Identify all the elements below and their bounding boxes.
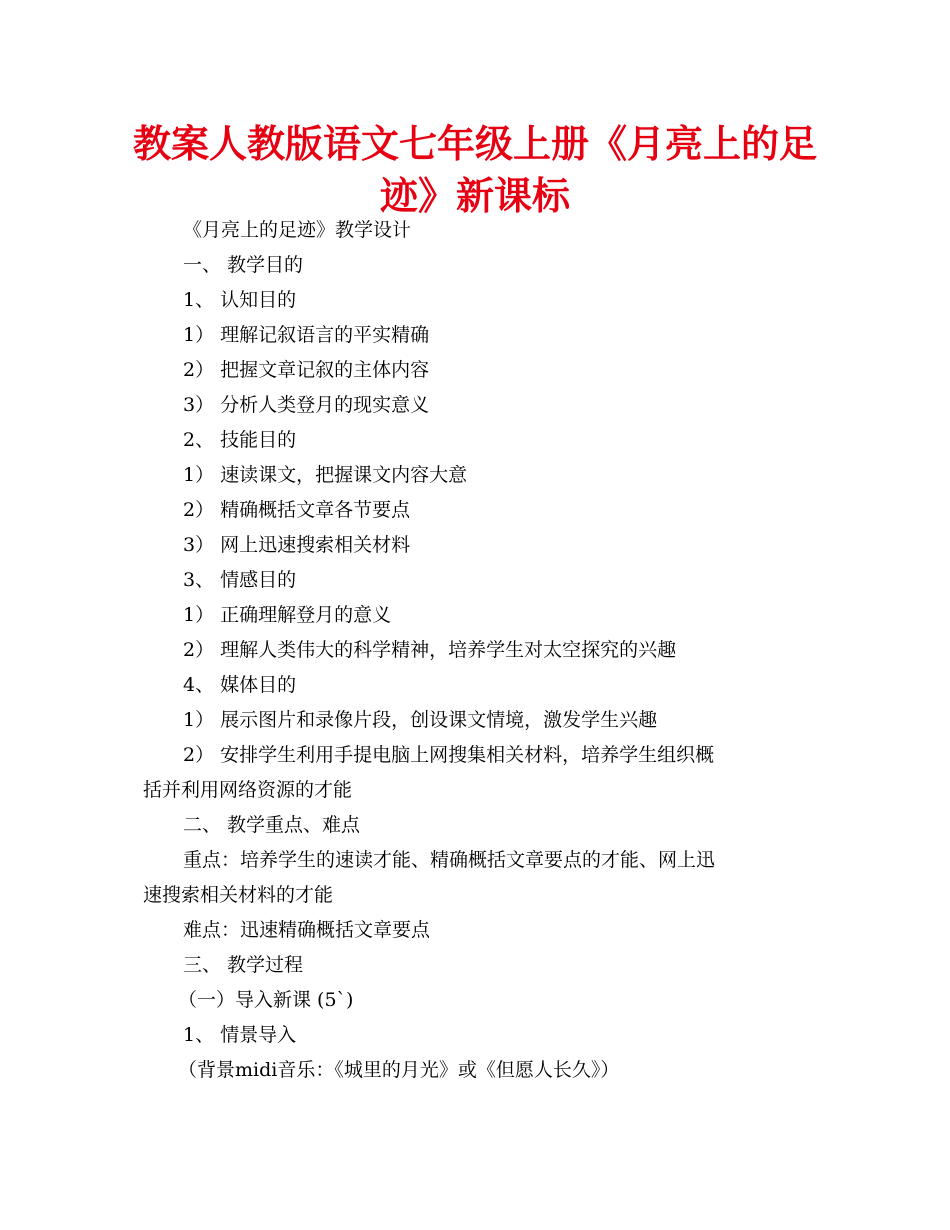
doc-line: 2） 把握文章记叙的主体内容 [183, 359, 430, 381]
doc-line-section-3: 三、 教学过程 [183, 954, 304, 976]
doc-line-media-goal: 4、 媒体目的 [183, 674, 297, 696]
doc-line-difficult-point: 难点：迅速精确概括文章要点 [183, 919, 431, 941]
doc-line: 1） 展示图片和录像片段，创设课文情境，激发学生兴趣 [183, 709, 658, 731]
doc-line-emotion-goal: 3、 情感目的 [183, 569, 297, 591]
doc-line-background-music: （背景midi音乐：《城里的月光》或《但愿人长久》） [178, 1059, 620, 1081]
doc-line-skill-goal: 2、 技能目的 [183, 429, 297, 451]
document-body [143, 213, 815, 1088]
doc-line: 1） 正确理解登月的意义 [183, 604, 392, 626]
doc-line-section-2: 二、 教学重点、难点 [183, 814, 361, 836]
doc-line-cognitive-goal: 1、 认知目的 [183, 289, 297, 311]
doc-line: 2） 精确概括文章各节要点 [183, 499, 411, 521]
doc-line: 2） 安排学生利用手提电脑上网搜集相关材料，培养学生组织概 [183, 744, 715, 766]
doc-line: 1） 速读课文，把握课文内容大意 [183, 464, 468, 486]
doc-line: 1） 理解记叙语言的平实精确 [183, 324, 430, 346]
doc-line: 3） 分析人类登月的现实意义 [183, 394, 430, 416]
doc-line-continuation: 括并利用网络资源的才能 [143, 779, 353, 801]
doc-line-section-1: 一、 教学目的 [183, 254, 304, 276]
doc-line-continuation: 速搜索相关材料的才能 [143, 884, 334, 906]
doc-line-subtitle: 《月亮上的足迹》教学设计 [183, 219, 412, 241]
doc-line-scene-intro: 1、 情景导入 [183, 1024, 297, 1046]
doc-line-intro: （一）导入新课 (5`) [178, 989, 354, 1011]
doc-line: 3） 网上迅速搜索相关材料 [183, 534, 411, 556]
document-title: 教案人教版语文七年级上册《月亮上的足迹》新课标 [132, 122, 817, 218]
doc-line: 2） 理解人类伟大的科学精神，培养学生对太空探究的兴趣 [183, 639, 677, 661]
doc-line-key-point: 重点：培养学生的速读才能、精确概括文章要点的才能、网上迅 [183, 849, 716, 871]
